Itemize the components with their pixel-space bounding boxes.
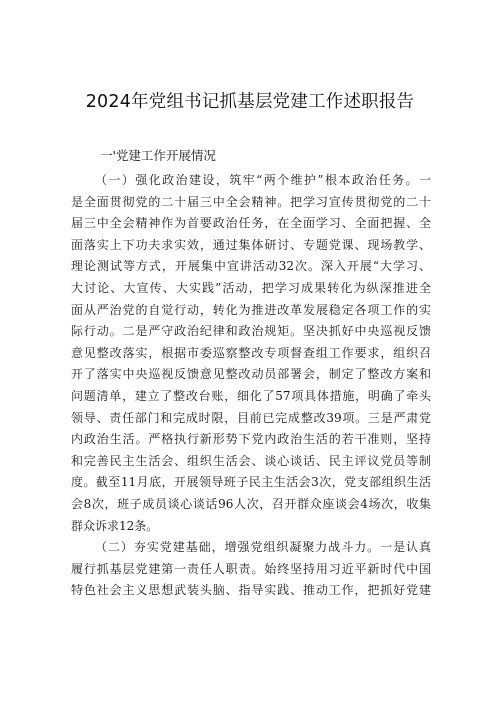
paragraph-line: 面从严治党的自觉行动，转化为推进改革发展稳定各项工作的实: [71, 302, 431, 317]
paragraph-line: 度。截至11月底，开展领导班子民主生活会3次，党支部组织生活: [71, 475, 431, 490]
document-title: 2024年党组书记抓基层党建工作述职报告: [85, 92, 415, 112]
paragraph-line: 和完善民主生活会、组织生活会、谈心谈话、民主评议党员等制: [71, 453, 431, 468]
body-text: [71, 170, 431, 602]
paragraph-line: 特色社会主义思想武装头脑、指导实践、推动工作，把抓好党建: [71, 583, 431, 598]
paragraph-line: 届三中全会精神作为首要政治任务，在全面学习、全面把握、全: [71, 216, 431, 231]
paragraph-line: 问题清单，建立了整改台账，细化了57项具体措施，明确了牵头: [71, 388, 431, 403]
paragraph-line: 领导、责任部门和完成时限，目前已完成整改39项。三是严肃党: [71, 410, 431, 425]
section-heading: 一'党建工作开展情况: [100, 148, 216, 163]
paragraph-line: 会8次，班子成员谈心谈话96人次，召开群众座谈会4场次，收集: [71, 496, 431, 511]
paragraph-line: 大讨论、大宣传、大实践”活动，把学习成果转化为纵深推进全: [71, 280, 431, 295]
paragraph-line: 是全面贯彻党的二十届三中全会精神。把学习宣传贯彻党的二十: [71, 194, 431, 209]
paragraph-line: 意见整改落实，根据市委巡察整改专项督查组工作要求，组织召: [71, 345, 431, 360]
paragraph-line: （二）夯实党建基础，增强党组织凝聚力战斗力。一是认真: [95, 540, 431, 555]
paragraph-line: 开了落实中央巡视反馈意见整改动员部署会，制定了整改方案和: [71, 367, 431, 382]
paragraph-line: 际行动。二是严守政治纪律和政治规矩。坚决抓好中央巡视反馈: [71, 324, 431, 339]
paragraph-line: 内政治生活。严格执行新形势下党内政治生活的若干准则，坚持: [71, 432, 431, 447]
paragraph-line: 面落实上下功夫求实效，通过集体研讨、专题党课、现场教学、: [71, 237, 431, 252]
paragraph-line: 理论测试等方式，开展集中宣讲活动32次。深入开展“大学习、: [71, 259, 431, 274]
paragraph-line: 群众诉求12条。: [71, 518, 159, 533]
paragraph-line: 履行抓基层党建第一责任人职责。始终坚持用习近平新时代中国: [71, 561, 431, 576]
paragraph-line: （一）强化政治建设，筑牢“两个维护”根本政治任务。一: [95, 173, 431, 187]
